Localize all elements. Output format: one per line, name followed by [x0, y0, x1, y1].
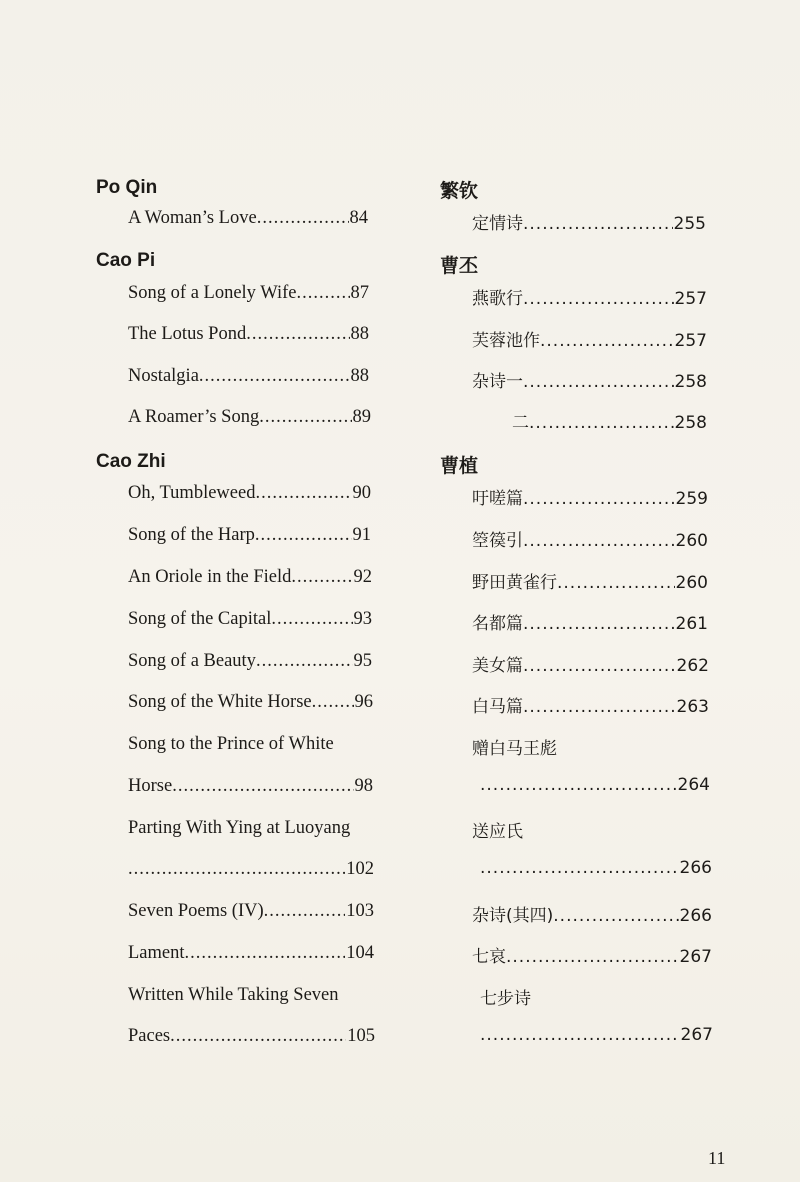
toc-entry [128, 901, 374, 922]
toc-entry [128, 1026, 375, 1047]
dot-leader [312, 692, 354, 713]
entry-page: 267 [679, 947, 712, 967]
toc-entry [128, 525, 371, 546]
dot-leader [291, 567, 352, 588]
entry-title: Oh, Tumbleweed [128, 483, 256, 503]
toc-entry [128, 208, 368, 229]
dot-leader [523, 214, 673, 234]
toc-entry [480, 858, 712, 878]
dot-leader [255, 483, 351, 504]
dot-leader [255, 525, 352, 546]
toc-entry [128, 407, 371, 428]
toc-entry [472, 526, 708, 551]
dot-leader [259, 407, 351, 428]
dot-leader [480, 1025, 680, 1045]
entry-title: 杂诗(其四) [472, 906, 554, 926]
entry-title: A Woman’s Love [128, 208, 257, 228]
toc-entry [472, 484, 708, 509]
entry-title-line1: 赠白马王彪 [472, 739, 557, 759]
page-number: 11 [708, 1148, 726, 1168]
entry-title: Lament [128, 943, 185, 963]
entry-title-line1: 七步诗 [480, 989, 531, 1009]
dot-leader [199, 366, 350, 387]
toc-entry [128, 692, 373, 713]
entry-page: 103 [346, 901, 374, 921]
dot-leader [480, 858, 679, 878]
entry-title: Song of a Beauty [128, 651, 256, 671]
entry-page: 91 [352, 525, 371, 545]
dot-leader [529, 413, 674, 433]
dot-leader [271, 609, 352, 630]
toc-entry [128, 943, 374, 964]
toc-entry [128, 483, 371, 504]
toc-entry [128, 283, 369, 304]
dot-leader [523, 697, 676, 717]
toc-entry [472, 326, 707, 351]
section-heading-fan-qin: 繁钦 [440, 180, 479, 202]
section-heading-cao-zhi: Cao Zhi [96, 451, 166, 472]
entry-title: Song of the Harp [128, 525, 255, 545]
entry-page: 89 [352, 407, 371, 427]
toc-entry [472, 901, 712, 926]
entry-title-line1: Written While Taking Seven [128, 985, 339, 1005]
entry-title: Paces [128, 1026, 171, 1046]
entry-page: 96 [354, 692, 373, 712]
dot-leader [523, 489, 675, 509]
entry-title: 野田黄雀行 [472, 573, 557, 593]
toc-entry [472, 284, 707, 309]
toc-entry [480, 775, 710, 795]
toc-entry [128, 776, 373, 797]
entry-title: An Oriole in the Field [128, 567, 292, 587]
entry-page: 266 [679, 858, 712, 878]
dot-leader [128, 859, 345, 880]
toc-entry [472, 209, 706, 234]
entry-page: 264 [677, 775, 710, 795]
entry-title: Song of the Capital [128, 609, 272, 629]
section-heading-cao-pi: Cao Pi [96, 250, 156, 271]
dot-leader [264, 901, 346, 922]
entry-title: 白马篇 [472, 697, 523, 717]
entry-title: Seven Poems (IV) [128, 901, 264, 921]
toc-entry [512, 408, 707, 433]
dot-leader [553, 906, 678, 926]
entry-page: 261 [675, 614, 708, 634]
dot-leader [540, 331, 674, 351]
entry-page: 105 [347, 1026, 375, 1046]
entry-page: 95 [353, 651, 372, 671]
toc-entry [128, 859, 374, 880]
entry-title-line1: Parting With Ying at Luoyang [128, 818, 351, 838]
entry-title: Song of the White Horse [128, 692, 312, 712]
dot-leader [296, 283, 349, 304]
entry-title: Horse [128, 776, 173, 796]
dot-leader [523, 614, 675, 634]
entry-page: 262 [676, 656, 709, 676]
entry-title: 定情诗 [472, 214, 523, 234]
dot-leader [170, 1026, 346, 1047]
toc-entry [128, 324, 369, 345]
section-heading-cao-pi-zh: 曹丕 [440, 255, 479, 277]
entry-title: 燕歌行 [472, 289, 523, 309]
entry-page: 90 [352, 483, 371, 503]
toc-entry [472, 651, 709, 676]
entry-page: 87 [350, 283, 369, 303]
entry-page: 255 [673, 214, 706, 234]
entry-title-line1: 送应氏 [472, 822, 523, 842]
entry-page: 266 [679, 906, 712, 926]
entry-title: Nostalgia [128, 366, 199, 386]
toc-entry [128, 609, 372, 630]
toc-entry [472, 568, 708, 593]
entry-title: 吁嗟篇 [472, 489, 523, 509]
entry-page: 260 [675, 531, 708, 551]
toc-entry [128, 651, 372, 672]
entry-page: 92 [353, 567, 372, 587]
entry-title: 杂诗一 [472, 372, 523, 392]
entry-page: 88 [350, 324, 369, 344]
entry-page: 257 [674, 289, 707, 309]
toc-entry [480, 1025, 713, 1045]
dot-leader [246, 324, 349, 345]
entry-title: 名都篇 [472, 614, 523, 634]
entry-page: 259 [675, 489, 708, 509]
entry-title: 七哀 [472, 947, 506, 967]
dot-leader [523, 372, 674, 392]
toc-entry [472, 609, 708, 634]
dot-leader [523, 289, 674, 309]
dot-leader [523, 656, 676, 676]
entry-title: Song of a Lonely Wife [128, 283, 297, 303]
entry-page: 267 [680, 1025, 713, 1045]
toc-entry [472, 367, 707, 392]
dot-leader [557, 573, 675, 593]
entry-title: 芙蓉池作 [472, 331, 540, 351]
entry-title: 美女篇 [472, 656, 523, 676]
entry-page: 84 [349, 208, 368, 228]
entry-page: 258 [674, 372, 707, 392]
entry-page: 102 [346, 859, 374, 879]
dot-leader [172, 776, 353, 797]
entry-page: 104 [346, 943, 374, 963]
entry-page: 88 [350, 366, 369, 386]
dot-leader [523, 531, 675, 551]
entry-page: 263 [676, 697, 709, 717]
toc-entry [128, 366, 369, 387]
toc-entry [472, 692, 709, 717]
dot-leader [506, 947, 679, 967]
entry-page: 260 [675, 573, 708, 593]
entry-title: The Lotus Pond [128, 324, 247, 344]
section-heading-cao-zhi-zh: 曹植 [440, 455, 479, 477]
entry-title: A Roamer’s Song [128, 407, 260, 427]
dot-leader [256, 651, 353, 672]
toc-entry [128, 567, 372, 588]
entry-title: 箜篌引 [472, 531, 523, 551]
entry-page: 257 [674, 331, 707, 351]
entry-page: 258 [674, 413, 707, 433]
entry-title-line1: Song to the Prince of White [128, 734, 334, 754]
entry-page: 98 [354, 776, 373, 796]
entry-page: 93 [353, 609, 372, 629]
dot-leader [185, 943, 346, 964]
entry-title: 二 [512, 413, 529, 433]
dot-leader [257, 208, 349, 229]
section-heading-po-qin: Po Qin [96, 177, 158, 198]
dot-leader [480, 775, 677, 795]
toc-entry [472, 942, 712, 967]
